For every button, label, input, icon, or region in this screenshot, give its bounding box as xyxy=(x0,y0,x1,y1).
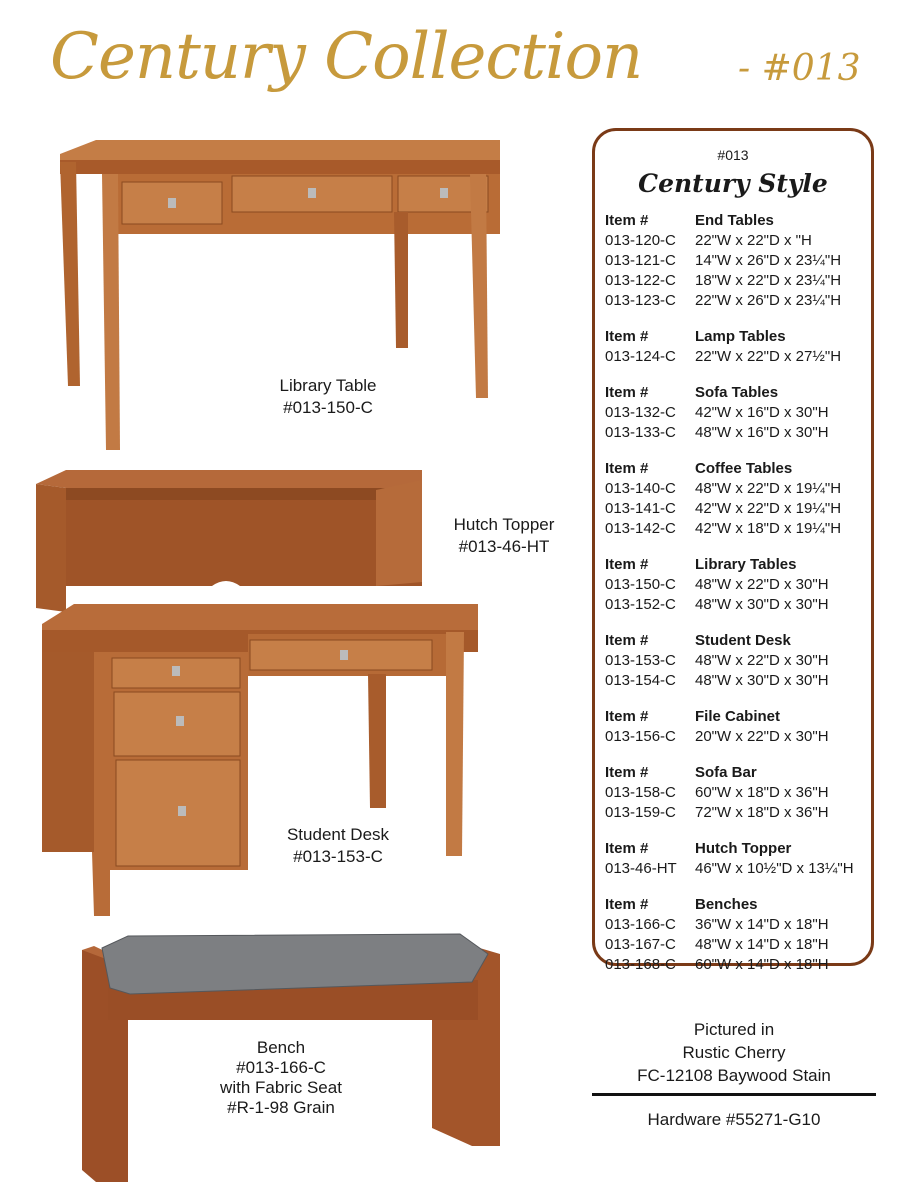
spec-group-header xyxy=(605,383,875,403)
item-number: 013-120-C xyxy=(605,232,676,249)
spec-row xyxy=(605,271,875,291)
item-number: 013-46-HT xyxy=(605,860,677,877)
spec-group xyxy=(605,839,875,879)
category-label: Benches xyxy=(695,896,758,913)
divider xyxy=(592,1093,876,1096)
spec-row xyxy=(605,347,875,367)
caption-line: #013-166-C xyxy=(236,1058,326,1077)
item-dimensions: 48"W x 16"D x 30"H xyxy=(695,424,829,441)
spec-row xyxy=(605,651,875,671)
collection-title: Century Collection xyxy=(50,20,643,94)
item-dimensions: 42"W x 18"D x 19¼"H xyxy=(695,520,842,537)
spec-row xyxy=(605,595,875,615)
item-dimensions: 60"W x 18"D x 36"H xyxy=(695,784,829,801)
item-label: Item # xyxy=(605,212,649,229)
spec-style-name: Century Style xyxy=(638,169,828,198)
item-label: Item # xyxy=(605,896,649,913)
spec-row xyxy=(605,575,875,595)
category-label: Library Tables xyxy=(695,556,797,573)
spec-group xyxy=(605,895,875,975)
library-table-caption xyxy=(252,375,404,419)
item-label: Item # xyxy=(605,764,649,781)
item-dimensions: 22"W x 22"D x 27½"H xyxy=(695,348,842,365)
spec-row xyxy=(605,955,875,975)
spec-group-header xyxy=(605,211,875,231)
item-dimensions: 48"W x 22"D x 19¼"H xyxy=(695,480,842,497)
item-number: 013-123-C xyxy=(605,292,676,309)
student-desk-caption xyxy=(268,824,408,868)
category-label: Hutch Topper xyxy=(695,840,792,857)
item-dimensions: 36"W x 14"D x 18"H xyxy=(695,916,829,933)
item-dimensions: 72"W x 18"D x 36"H xyxy=(695,804,829,821)
item-number: 013-150-C xyxy=(605,576,676,593)
spec-row xyxy=(605,915,875,935)
spec-group xyxy=(605,459,875,539)
item-number: 013-158-C xyxy=(605,784,676,801)
caption-line: #013-153-C xyxy=(293,847,383,866)
spec-row xyxy=(605,423,875,443)
spec-group xyxy=(605,383,875,443)
item-number: 013-142-C xyxy=(605,520,676,537)
finish-line: Rustic Cherry xyxy=(682,1043,786,1062)
item-dimensions: 60"W x 14"D x 18"H xyxy=(695,956,829,973)
item-dimensions: 22"W x 26"D x 23¼"H xyxy=(695,292,842,309)
spec-row xyxy=(605,803,875,823)
category-label: End Tables xyxy=(695,212,774,229)
spec-group-header xyxy=(605,555,875,575)
caption-line: Hutch Topper xyxy=(453,515,555,534)
item-number: 013-159-C xyxy=(605,804,676,821)
caption-line: #013-150-C xyxy=(283,398,373,417)
spec-row xyxy=(605,479,875,499)
caption-line: #R-1-98 Grain xyxy=(227,1098,335,1117)
spec-group-header xyxy=(605,839,875,859)
spec-group-header xyxy=(605,459,875,479)
spec-row xyxy=(605,859,875,879)
spec-row xyxy=(605,291,875,311)
item-number: 013-124-C xyxy=(605,348,676,365)
hutch-topper-caption xyxy=(434,514,574,558)
item-label: Item # xyxy=(605,556,649,573)
student-desk-photo xyxy=(40,602,482,920)
finish-line: FC-12108 Baywood Stain xyxy=(637,1066,831,1085)
finish-note xyxy=(592,1018,876,1087)
spec-group-header xyxy=(605,327,875,347)
item-dimensions: 48"W x 22"D x 30"H xyxy=(695,652,829,669)
spec-group xyxy=(605,631,875,691)
item-label: Item # xyxy=(605,328,649,345)
spec-group-header xyxy=(605,707,875,727)
spec-group xyxy=(605,211,875,311)
spec-row xyxy=(605,727,875,747)
item-number: 013-141-C xyxy=(605,500,676,517)
item-number: 013-167-C xyxy=(605,936,676,953)
spec-row xyxy=(605,403,875,423)
hardware-note: Hardware #55271-G10 xyxy=(647,1110,821,1129)
item-label: Item # xyxy=(605,460,649,477)
page-title xyxy=(50,8,870,118)
item-number: 013-156-C xyxy=(605,728,676,745)
spec-group xyxy=(605,763,875,823)
spec-row xyxy=(605,935,875,955)
spec-group xyxy=(605,555,875,615)
spec-group xyxy=(605,327,875,367)
item-dimensions: 18"W x 22"D x 23¼"H xyxy=(695,272,842,289)
caption-line: with Fabric Seat xyxy=(220,1078,342,1097)
category-label: Lamp Tables xyxy=(695,328,786,345)
collection-number: - #013 xyxy=(738,48,861,89)
item-label: Item # xyxy=(605,840,649,857)
item-number: 013-152-C xyxy=(605,596,676,613)
item-number: 013-168-C xyxy=(605,956,676,973)
category-label: Sofa Bar xyxy=(695,764,757,781)
item-dimensions: 46"W x 10½"D x 13¼"H xyxy=(695,860,854,877)
spec-row xyxy=(605,231,875,251)
item-dimensions: 48"W x 22"D x 30"H xyxy=(695,576,829,593)
item-dimensions: 48"W x 30"D x 30"H xyxy=(695,672,829,689)
bench-caption xyxy=(196,1038,366,1118)
item-dimensions: 48"W x 30"D x 30"H xyxy=(695,596,829,613)
item-number: 013-153-C xyxy=(605,652,676,669)
item-number: 013-140-C xyxy=(605,480,676,497)
spec-group-header xyxy=(605,895,875,915)
caption-line: Library Table xyxy=(279,376,377,395)
finish-line: Pictured in xyxy=(693,1020,775,1039)
item-number: 013-132-C xyxy=(605,404,676,421)
category-label: Coffee Tables xyxy=(695,460,793,477)
caption-line: Bench xyxy=(256,1038,306,1057)
hutch-topper-photo xyxy=(36,470,426,612)
spec-group xyxy=(605,707,875,747)
item-number: 013-122-C xyxy=(605,272,676,289)
item-number: 013-154-C xyxy=(605,672,676,689)
item-number: 013-133-C xyxy=(605,424,676,441)
spec-row xyxy=(605,783,875,803)
item-number: 013-166-C xyxy=(605,916,676,933)
item-dimensions: 48"W x 14"D x 18"H xyxy=(695,936,829,953)
spec-code: #013 xyxy=(717,147,749,163)
item-dimensions: 42"W x 22"D x 19¼"H xyxy=(695,500,842,517)
item-dimensions: 22"W x 22"D x "H xyxy=(695,232,812,249)
item-dimensions: 20"W x 22"D x 30"H xyxy=(695,728,829,745)
category-label: Student Desk xyxy=(695,632,791,649)
item-label: Item # xyxy=(605,384,649,401)
item-label: Item # xyxy=(605,632,649,649)
spec-row xyxy=(605,671,875,691)
item-dimensions: 42"W x 16"D x 30"H xyxy=(695,404,829,421)
spec-panel xyxy=(592,128,874,973)
spec-row xyxy=(605,519,875,539)
spec-row xyxy=(605,251,875,271)
caption-line: Student Desk xyxy=(286,825,390,844)
caption-line: #013-46-HT xyxy=(458,537,550,556)
item-dimensions: 14"W x 26"D x 23¼"H xyxy=(695,252,842,269)
spec-row xyxy=(605,499,875,519)
category-label: Sofa Tables xyxy=(695,384,779,401)
item-label: Item # xyxy=(605,708,649,725)
spec-group-header xyxy=(605,631,875,651)
spec-groups xyxy=(605,211,875,991)
category-label: File Cabinet xyxy=(695,708,781,725)
spec-group-header xyxy=(605,763,875,783)
item-number: 013-121-C xyxy=(605,252,676,269)
